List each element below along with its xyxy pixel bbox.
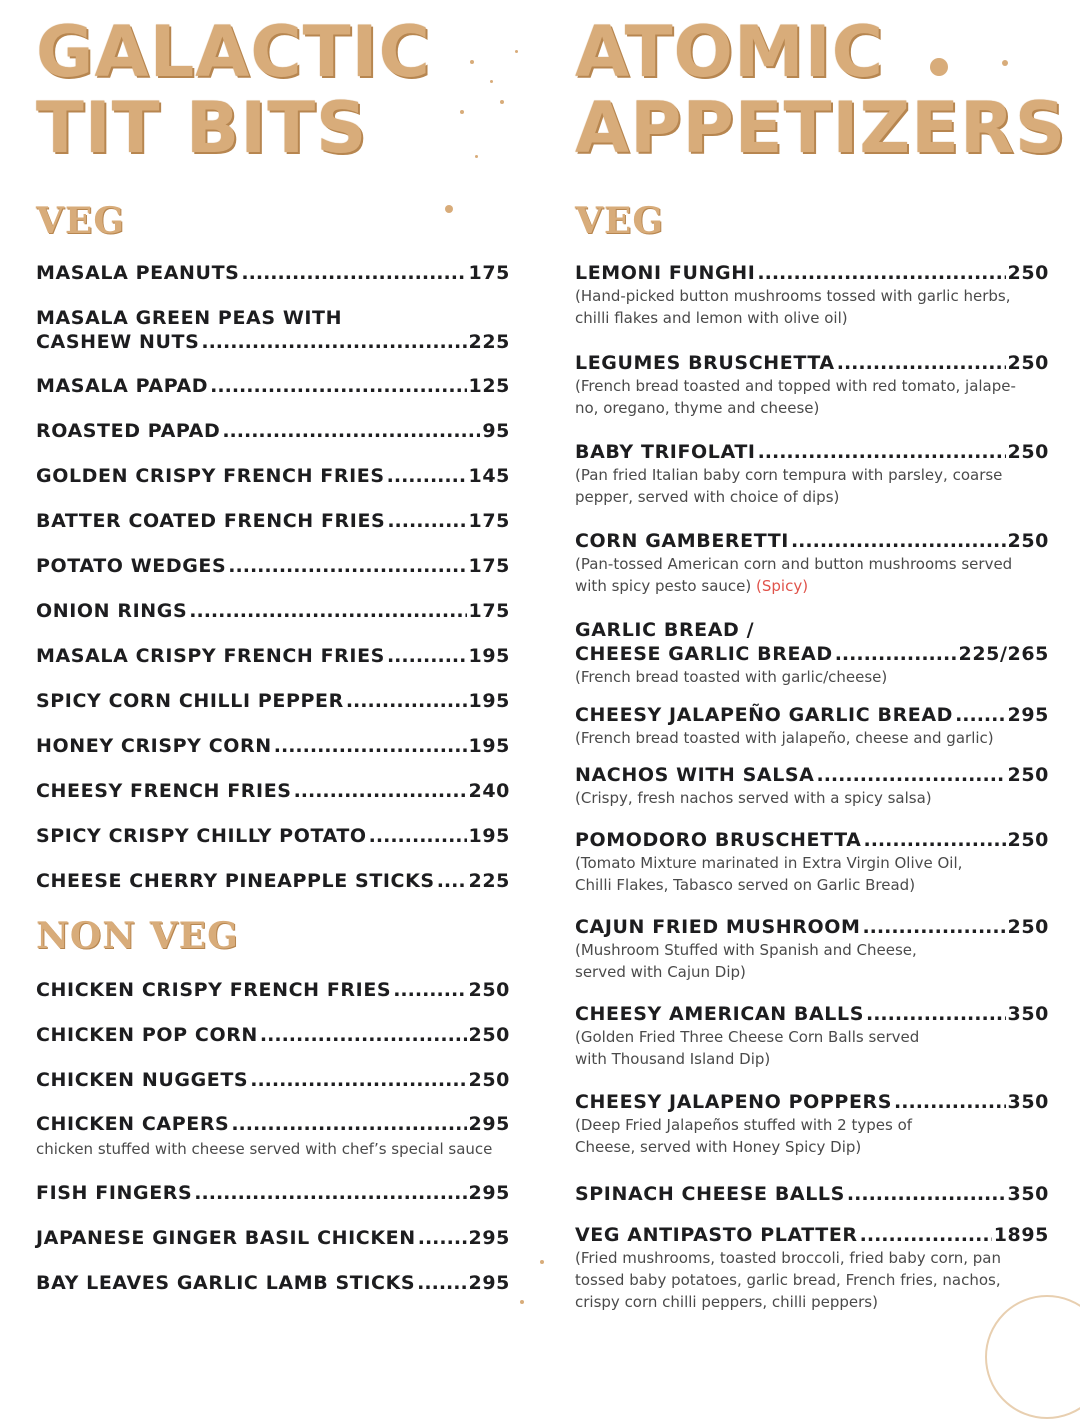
item-price: 175 xyxy=(468,262,510,284)
item-name: VEG ANTIPASTO PLATTER xyxy=(575,1224,858,1246)
item-row xyxy=(36,824,510,848)
dot-leader xyxy=(201,330,466,354)
title-line-1: GALACTIC xyxy=(36,11,431,93)
item-name: CHICKEN CAPERS xyxy=(36,1113,230,1135)
veg-label: VEG xyxy=(575,200,665,242)
item-row xyxy=(575,529,1049,553)
dot-leader xyxy=(791,529,1006,553)
menu-item xyxy=(36,1023,510,1047)
item-price: 175 xyxy=(468,555,510,577)
item-row xyxy=(36,1226,510,1250)
item-name: CHEESE CHERRY PINEAPPLE STICKS xyxy=(36,870,435,892)
item-name: LEGUMES BRUSCHETTA xyxy=(575,352,835,374)
item-description: served with Cajun Dip) xyxy=(575,963,746,981)
item-description: (Hand-picked button mushrooms tossed with garlic herbs, xyxy=(575,287,1011,305)
item-name: POTATO WEDGES xyxy=(36,555,227,577)
item-description: with spicy pesto sauce) (Spicy) xyxy=(575,577,809,595)
menu-item xyxy=(36,306,510,354)
item-price: 250 xyxy=(1007,352,1049,374)
item-description: pepper, served with choice of dips) xyxy=(575,488,840,506)
dot-leader xyxy=(189,599,466,623)
nonveg-label: NON VEG xyxy=(36,915,239,957)
item-name: MASALA PEANUTS xyxy=(36,262,240,284)
item-price: 295 xyxy=(1007,704,1049,726)
item-price: 250 xyxy=(1007,441,1049,463)
dot-leader xyxy=(250,1068,466,1092)
dot-leader xyxy=(260,1023,467,1047)
menu-item xyxy=(575,828,1049,896)
item-name: FISH FINGERS xyxy=(36,1182,193,1204)
item-price: 95 xyxy=(482,420,510,442)
item-row xyxy=(36,464,510,488)
item-description: with Thousand Island Dip) xyxy=(575,1050,771,1068)
item-description: (Deep Fried Jalapeños stuffed with 2 types of xyxy=(575,1116,913,1134)
title-line-2: APPETIZERS xyxy=(575,87,1067,169)
item-row xyxy=(36,869,510,893)
item-price: 295 xyxy=(468,1227,510,1249)
item-name: BABY TRIFOLATI xyxy=(575,441,756,463)
left-title xyxy=(36,11,431,169)
dot-leader xyxy=(437,869,467,893)
item-row xyxy=(36,1023,510,1047)
item-description: (French bread toasted with garlic/cheese) xyxy=(575,668,888,686)
item-row xyxy=(575,1223,1049,1247)
item-name: BAY LEAVES GARLIC LAMB STICKS xyxy=(36,1272,416,1294)
item-name: LEMONI FUNGHI xyxy=(575,262,756,284)
dot-leader xyxy=(210,374,466,398)
menu-item xyxy=(575,440,1049,508)
dot-leader xyxy=(758,440,1006,464)
dot-leader xyxy=(417,1271,466,1295)
item-name: SPICY CORN CHILLI PEPPER xyxy=(36,690,344,712)
menu-item xyxy=(36,1068,510,1092)
dot-leader xyxy=(222,419,480,443)
item-row xyxy=(36,1068,510,1092)
item-row xyxy=(36,644,510,668)
dot-leader xyxy=(847,1182,1006,1206)
dot-leader xyxy=(194,1181,466,1205)
item-row xyxy=(36,599,510,623)
dot-leader xyxy=(274,734,467,758)
item-price: 145 xyxy=(468,465,510,487)
dot-leader xyxy=(862,915,1005,939)
item-price: 1895 xyxy=(993,1224,1049,1246)
veg-label: VEG xyxy=(36,200,126,242)
dot-leader xyxy=(864,828,1006,852)
dot-leader xyxy=(369,824,467,848)
item-price: 350 xyxy=(1007,1183,1049,1205)
dot-leader xyxy=(837,351,1006,375)
item-price: 295 xyxy=(468,1272,510,1294)
dot-leader xyxy=(835,642,957,666)
galactic-tit-bits-column xyxy=(36,0,510,1335)
item-price: 195 xyxy=(468,735,510,757)
item-name: ROASTED PAPAD xyxy=(36,420,221,442)
item-name: NACHOS WITH SALSA xyxy=(575,764,815,786)
menu-item xyxy=(36,464,510,488)
item-name: CHICKEN CRISPY FRENCH FRIES xyxy=(36,979,392,1001)
dot-leader xyxy=(231,1112,466,1136)
menu-item xyxy=(575,1223,1049,1313)
menu-item xyxy=(575,1182,1049,1206)
menu-item xyxy=(36,374,510,398)
item-price: 250 xyxy=(468,979,510,1001)
item-row xyxy=(36,509,510,533)
spicy-tag: (Spicy) xyxy=(756,577,809,595)
item-row xyxy=(575,642,1049,666)
menu-item xyxy=(36,1226,510,1250)
menu-item xyxy=(36,869,510,893)
item-row xyxy=(575,763,1049,787)
star-dot xyxy=(540,1260,544,1264)
item-row xyxy=(575,1002,1049,1026)
dot-leader xyxy=(860,1223,992,1247)
star-dot xyxy=(515,50,518,53)
item-name-line1: MASALA GREEN PEAS WITH xyxy=(36,307,343,329)
item-description: (French bread toasted and topped with red tomato, jalape- xyxy=(575,377,1016,395)
dot-leader xyxy=(241,261,466,285)
item-name: SPINACH CHEESE BALLS xyxy=(575,1183,845,1205)
item-price: 175 xyxy=(468,600,510,622)
item-price: 195 xyxy=(468,690,510,712)
menu-item xyxy=(575,763,1049,809)
item-price: 250 xyxy=(1007,262,1049,284)
menu-item xyxy=(36,1112,510,1161)
item-name: CHEESY AMERICAN BALLS xyxy=(575,1003,864,1025)
star-dot xyxy=(520,1300,524,1304)
item-price: 250 xyxy=(1007,916,1049,938)
item-row xyxy=(36,1271,510,1295)
item-price: 195 xyxy=(468,825,510,847)
item-description: Chilli Flakes, Tabasco served on Garlic Bread) xyxy=(575,876,916,894)
item-description: chicken stuffed with cheese served with chef’s special sauce xyxy=(36,1140,493,1158)
dot-leader xyxy=(387,509,466,533)
menu-item xyxy=(575,351,1049,419)
menu-item xyxy=(36,1181,510,1205)
item-price: 350 xyxy=(1007,1003,1049,1025)
item-row xyxy=(36,734,510,758)
dot-leader xyxy=(228,554,466,578)
item-name: JAPANESE GINGER BASIL CHICKEN xyxy=(36,1227,416,1249)
menu-item xyxy=(36,644,510,668)
item-description: (French bread toasted with jalapeño, cheese and garlic) xyxy=(575,729,994,747)
item-row xyxy=(36,689,510,713)
item-name: CHEESY FRENCH FRIES xyxy=(36,780,292,802)
menu-item xyxy=(575,529,1049,597)
item-row xyxy=(575,1090,1049,1114)
menu-item xyxy=(36,554,510,578)
right-title xyxy=(575,11,1067,169)
item-description: chilli flakes and lemon with olive oil) xyxy=(575,309,848,327)
item-name: CHEESY JALAPEÑO GARLIC BREAD xyxy=(575,704,954,726)
item-row xyxy=(575,828,1049,852)
item-price: 240 xyxy=(468,780,510,802)
item-row xyxy=(36,1181,510,1205)
item-description: no, oregano, thyme and cheese) xyxy=(575,399,820,417)
item-name: CHICKEN NUGGETS xyxy=(36,1069,249,1091)
item-row xyxy=(36,554,510,578)
item-name: CORN GAMBERETTI xyxy=(575,530,789,552)
item-row xyxy=(36,779,510,803)
item-price: 225 xyxy=(468,331,510,353)
item-price: 250 xyxy=(1007,530,1049,552)
item-row xyxy=(36,978,510,1002)
item-description: (Fried mushrooms, toasted broccoli, fried baby corn, pan xyxy=(575,1249,1001,1267)
item-row xyxy=(36,1112,510,1136)
item-row xyxy=(36,330,510,354)
item-price: 250 xyxy=(1007,829,1049,851)
item-price: 225 xyxy=(468,870,510,892)
menu-item xyxy=(36,509,510,533)
menu-item xyxy=(36,689,510,713)
title-line-2: TIT BITS xyxy=(36,87,368,169)
menu-item xyxy=(36,419,510,443)
dot-leader xyxy=(894,1090,1005,1114)
menu-item xyxy=(575,703,1049,749)
item-name-line1: GARLIC BREAD / xyxy=(575,619,755,641)
dot-leader xyxy=(346,689,467,713)
menu-item xyxy=(36,978,510,1002)
item-description: (Golden Fried Three Cheese Corn Balls served xyxy=(575,1028,920,1046)
item-name: CASHEW NUTS xyxy=(36,331,200,353)
menu-item xyxy=(575,261,1049,329)
dot-leader xyxy=(294,779,467,803)
item-description: crispy corn chilli peppers, chilli peppers) xyxy=(575,1293,878,1311)
item-row xyxy=(36,261,510,285)
item-name: SPICY CRISPY CHILLY POTATO xyxy=(36,825,367,847)
menu-item xyxy=(36,261,510,285)
item-row xyxy=(575,351,1049,375)
item-name: CHICKEN POP CORN xyxy=(36,1024,258,1046)
title-line-1: ATOMIC xyxy=(575,11,885,93)
dot-leader xyxy=(418,1226,467,1250)
item-name: CHEESY JALAPENO POPPERS xyxy=(575,1091,893,1113)
item-name: CHEESE GARLIC BREAD xyxy=(575,643,833,665)
item-price: 250 xyxy=(1007,764,1049,786)
item-price: 350 xyxy=(1007,1091,1049,1113)
item-row xyxy=(36,419,510,443)
menu-item xyxy=(36,1271,510,1295)
item-name: GOLDEN CRISPY FRENCH FRIES xyxy=(36,465,385,487)
menu-item xyxy=(575,1090,1049,1158)
menu-item xyxy=(575,1002,1049,1070)
menu-item xyxy=(36,599,510,623)
item-description: (Pan fried Italian baby corn tempura with parsley, coarse xyxy=(575,466,1003,484)
menu-item xyxy=(36,824,510,848)
item-description: (Crispy, fresh nachos served with a spicy salsa) xyxy=(575,789,932,807)
menu-item xyxy=(36,779,510,803)
menu-item xyxy=(36,734,510,758)
menu-item xyxy=(575,618,1049,688)
item-price: 295 xyxy=(468,1182,510,1204)
item-name: POMODORO BRUSCHETTA xyxy=(575,829,862,851)
item-row xyxy=(575,1182,1049,1206)
item-price: 125 xyxy=(468,375,510,397)
dot-leader xyxy=(393,978,466,1002)
item-name: BATTER COATED FRENCH FRIES xyxy=(36,510,386,532)
dot-leader xyxy=(387,644,467,668)
item-row xyxy=(36,374,510,398)
item-name: MASALA CRISPY FRENCH FRIES xyxy=(36,645,385,667)
item-description: Cheese, served with Honey Spicy Dip) xyxy=(575,1138,862,1156)
item-description: (Tomato Mixture marinated in Extra Virgin Olive Oil, xyxy=(575,854,963,872)
item-name: MASALA PAPAD xyxy=(36,375,209,397)
item-description: (Pan-tossed American corn and button mushrooms served xyxy=(575,555,1013,573)
item-name: CAJUN FRIED MUSHROOM xyxy=(575,916,861,938)
menu-item xyxy=(575,915,1049,983)
atomic-appetizers-column xyxy=(575,0,1067,1335)
item-price: 175 xyxy=(468,510,510,532)
item-price: 195 xyxy=(468,645,510,667)
dot-leader xyxy=(866,1002,1006,1026)
item-row xyxy=(575,440,1049,464)
item-price: 225/265 xyxy=(958,643,1049,665)
item-price: 250 xyxy=(468,1024,510,1046)
dot-leader xyxy=(387,464,467,488)
dot-leader xyxy=(757,261,1005,285)
item-row xyxy=(575,703,1049,727)
dot-leader xyxy=(817,763,1006,787)
item-row xyxy=(575,915,1049,939)
dot-leader xyxy=(955,703,1005,727)
item-description: tossed baby potatoes, garlic bread, French fries, nachos, xyxy=(575,1271,1001,1289)
item-description: (Mushroom Stuffed with Spanish and Cheese, xyxy=(575,941,917,959)
item-name: ONION RINGS xyxy=(36,600,188,622)
item-price: 250 xyxy=(468,1069,510,1091)
item-row xyxy=(575,261,1049,285)
item-name: HONEY CRISPY CORN xyxy=(36,735,272,757)
item-price: 295 xyxy=(468,1113,510,1135)
